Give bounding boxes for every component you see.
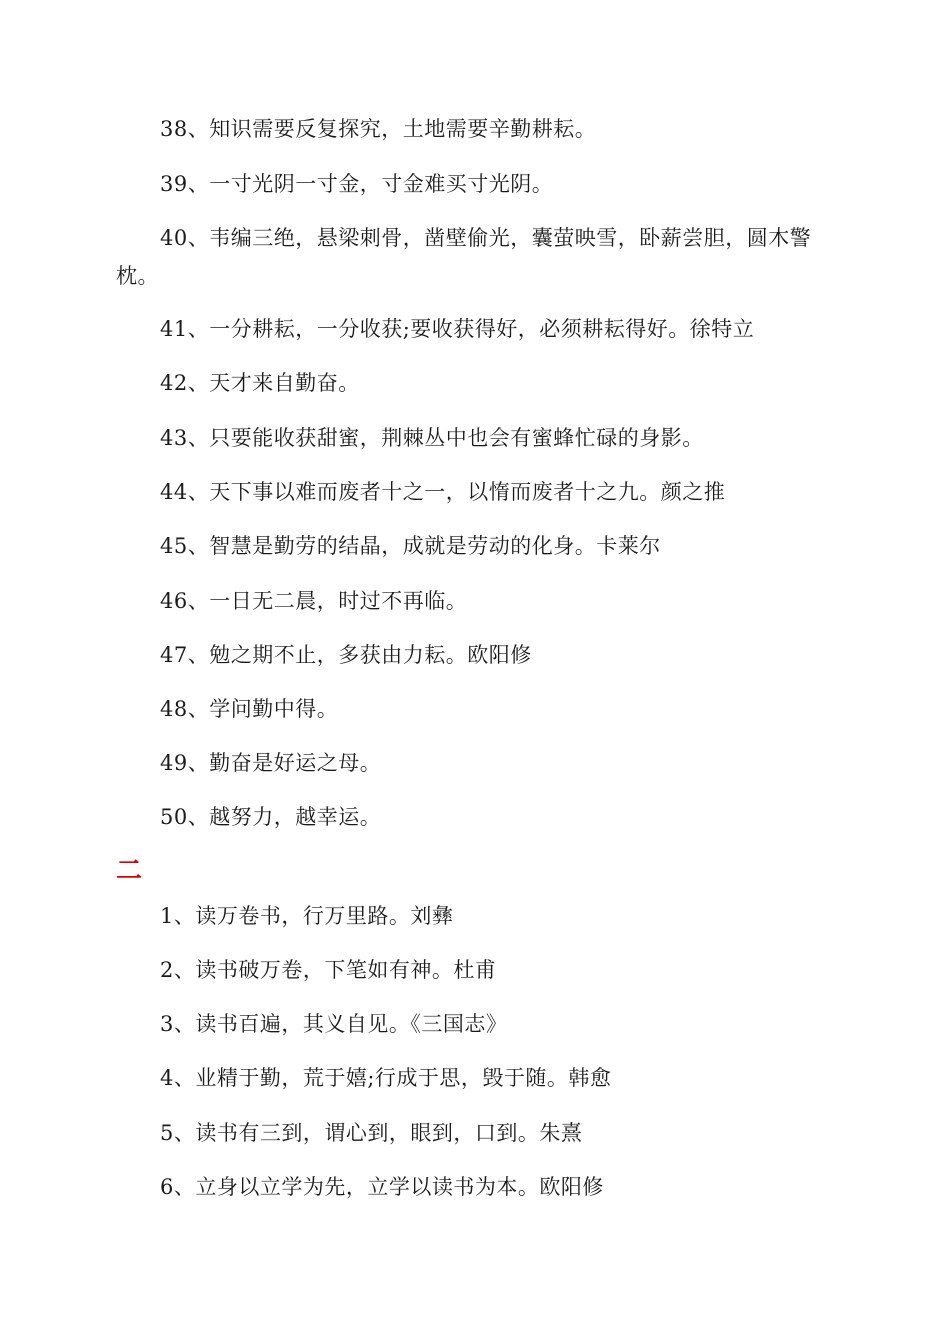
quote-line: 4、业精于勤，荒于嬉;行成于思，毁于随。韩愈 bbox=[160, 1066, 612, 1090]
quote-line: 6、立身以立学为先，立学以读书为本。欧阳修 bbox=[160, 1175, 604, 1199]
quote-line: 46、一日无二晨，时过不再临。 bbox=[160, 589, 468, 613]
quote-line: 48、学问勤中得。 bbox=[160, 697, 339, 721]
quote-line: 39、一寸光阴一寸金，寸金难买寸光阴。 bbox=[160, 172, 554, 196]
quote-line: 1、读万卷书，行万里路。刘彝 bbox=[160, 904, 454, 928]
quote-line: 40、韦编三绝，悬梁刺骨，凿壁偷光，囊萤映雪，卧薪尝胆，圆木警枕。 bbox=[116, 226, 812, 288]
quote-line: 3、读书百遍，其义自见。《三国志》 bbox=[160, 1012, 508, 1036]
quote-line: 41、一分耕耘，一分收获;要收获得好，必须耕耘得好。徐特立 bbox=[160, 317, 755, 341]
quote-line: 50、越努力，越幸运。 bbox=[160, 805, 382, 829]
quote-line: 45、智慧是勤劳的结晶，成就是劳动的化身。卡莱尔 bbox=[160, 534, 661, 558]
quote-line: 2、读书破万卷，下笔如有神。杜甫 bbox=[160, 958, 497, 982]
quote-line: 49、勤奋是好运之母。 bbox=[160, 751, 382, 775]
quote-line: 44、天下事以难而废者十之一，以惰而废者十之九。颜之推 bbox=[160, 480, 726, 504]
section-heading: 二 bbox=[116, 856, 143, 886]
quote-line: 38、知识需要反复探究，土地需要辛勤耕耘。 bbox=[160, 117, 597, 141]
quote-line: 5、读书有三到，谓心到，眼到，口到。朱熹 bbox=[160, 1121, 583, 1145]
quote-line: 47、勉之期不止，多获由力耘。欧阳修 bbox=[160, 643, 532, 667]
quote-line: 42、天才来自勤奋。 bbox=[160, 371, 360, 395]
quote-line: 43、只要能收获甜蜜，荆棘丛中也会有蜜蜂忙碌的身影。 bbox=[160, 426, 704, 450]
